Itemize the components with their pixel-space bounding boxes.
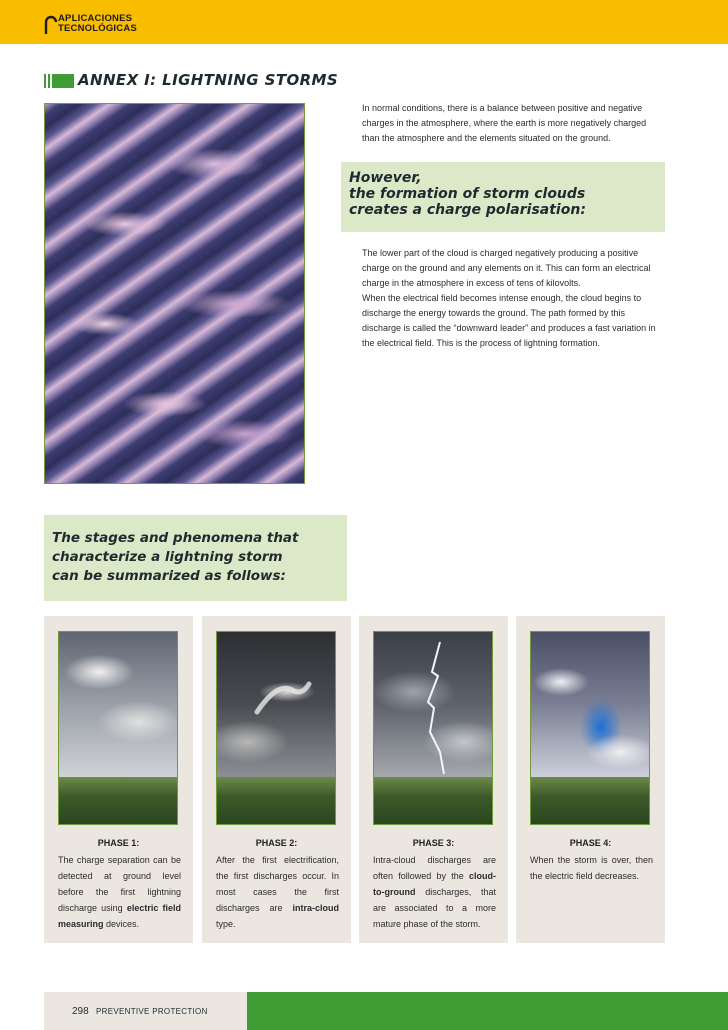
phase2-title: PHASE 2: (255, 838, 298, 848)
section-title: ANNEX I: LIGHTNING STORMS (78, 71, 339, 89)
phase2-text: After the first electrification, the first discharges occur. In most cases the first discharges are intra-cloud type. (216, 855, 339, 929)
storm-clouds-photo (44, 103, 305, 484)
logo-arc-icon (44, 12, 58, 36)
page-number: 298 (72, 1006, 89, 1017)
phase4-text: When the storm is over, then the electric field decreases. (530, 855, 653, 881)
phase-panel-1 (44, 616, 193, 943)
phase2-photo (216, 631, 336, 825)
body-paragraph (362, 246, 658, 351)
body-paragraph-part2: When the electrical field becomes intense enough, the cloud begins to discharge the energy towards the ground. The path formed by this discharge is called the “downward leader” and produces a fast variation in the electrical field. This is the process of lightning formation. (362, 293, 656, 348)
phase3-text: Intra-cloud discharges are often followed by the cloud-to-ground discharges, that are associated to a more mature phase of the storm. (373, 855, 496, 929)
phase3-photo (373, 631, 493, 825)
callout2-line1: The stages and phenomena that (52, 530, 299, 546)
intro-paragraph: In normal conditions, there is a balance between positive and negative charges in the atmosphere, where the earth is more negatively charged than the atmosphere and the elements situated on the ground. (362, 103, 647, 143)
phase-panel-3 (359, 616, 508, 943)
callout2-line2: characterize a lightning storm (52, 549, 283, 565)
callout2-line3: can be summarized as follows: (52, 568, 286, 584)
brand-line1: APLICACIONES (58, 13, 133, 24)
phase1-title: PHASE 1: (97, 838, 140, 848)
intra-cloud-discharge-icon (217, 632, 336, 825)
phase3-title: PHASE 3: (412, 838, 455, 848)
footer-bar (247, 992, 728, 1030)
phase4-photo (530, 631, 650, 825)
brand-line2: TECNOLÓGICAS (58, 23, 137, 34)
section-marker-icon (44, 74, 74, 88)
phase-panel-2 (202, 616, 351, 943)
phase-panel-4 (516, 616, 665, 943)
phase1-text: The charge separation can be detected at ground level before the first lightning discharge using electric field measuring devices. (58, 855, 181, 929)
phase4-title: PHASE 4: (569, 838, 612, 848)
callout1-line1: However, (349, 170, 422, 186)
lightning-bolt-icon (374, 632, 493, 825)
stages-callout (44, 515, 347, 601)
brand-logo (44, 12, 154, 38)
footer-section-name: PREVENTIVE PROTECTION (96, 1007, 208, 1016)
polarisation-callout (341, 162, 665, 232)
body-paragraph-part1: The lower part of the cloud is charged negatively producing a positive charge on the ground and any elements on it. This can form an electrical charge in the atmosphere in excess of tens of kilovolts. (362, 248, 651, 288)
phase1-photo (58, 631, 178, 825)
callout1-line2: the formation of storm clouds (349, 186, 586, 202)
callout1-line3: creates a charge polarisation: (349, 202, 586, 218)
